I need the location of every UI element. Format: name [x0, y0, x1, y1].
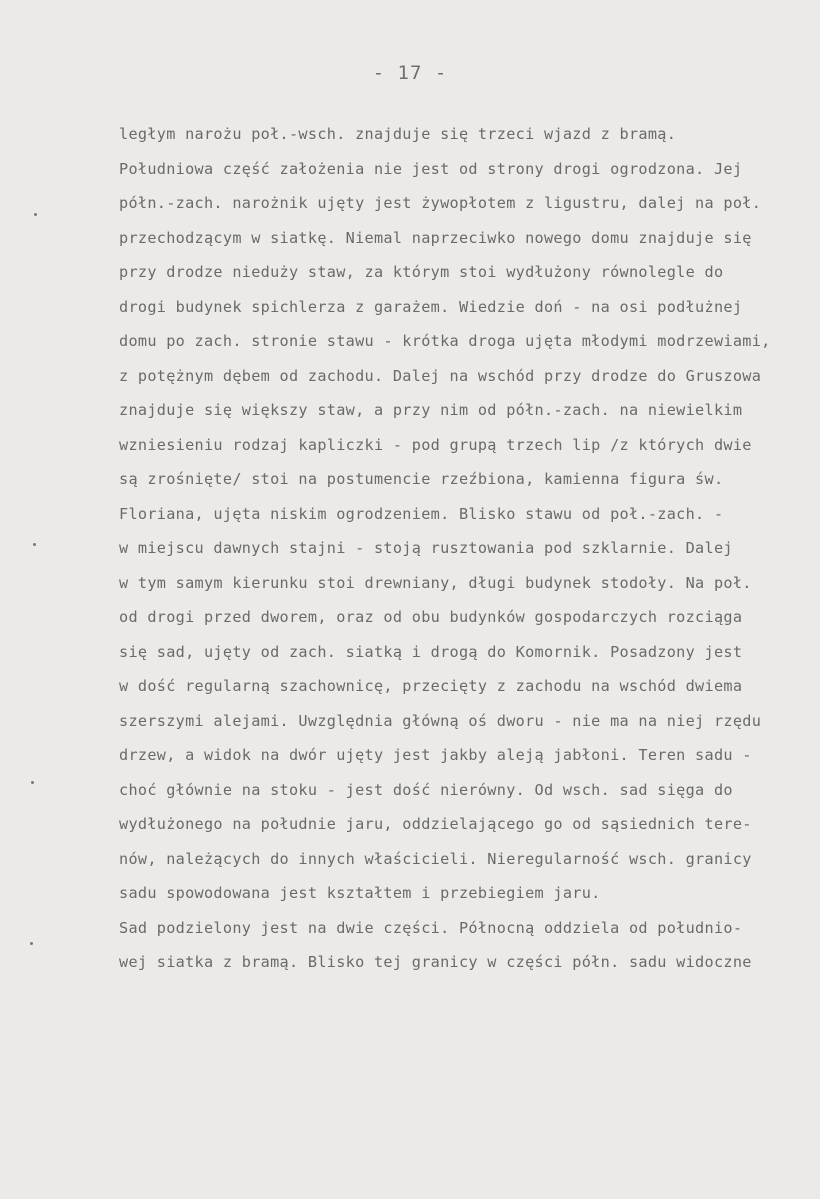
text-line: są zrośnięte/ stoi na postumencie rzeźbiona, kamienna figura św. [119, 470, 724, 488]
body-text [119, 124, 815, 987]
page-number: - 17 - [372, 62, 448, 84]
text-line: półn.-zach. narożnik ujęty jest żywopłotem z ligustru, dalej na poł. [119, 194, 762, 212]
text-line: szerszymi alejami. Uwzględnia główną oś dworu - nie ma na niej rzędu [119, 711, 762, 730]
text-line: się sad, ujęty od zach. siatką i drogą do Komornik. Posadzony jest [119, 642, 743, 661]
text-line: znajduje się większy staw, a przy nim od półn.-zach. na niewielkim [119, 401, 743, 419]
text-line: drogi budynek spichlerza z garażem. Wiedzie doń - na osi podłużnej [119, 297, 743, 316]
text-line: w tym samym kierunku stoi drewniany, długi budynek stodoły. Na poł. [119, 573, 752, 592]
text-line: ległym narożu poł.-wsch. znajduje się trzeci wjazd z bramą. [119, 125, 677, 143]
text-line: w miejscu dawnych stajni - stoją rusztowania pod szklarnie. Dalej [119, 539, 733, 557]
text-line: sadu spowodowana jest kształtem i przebiegiem jaru. [119, 884, 601, 902]
text-line: domu po zach. stronie stawu - krótka droga ujęta młodymi modrzewiami, [119, 332, 771, 350]
margin-dot [34, 213, 37, 216]
text-line: wydłużonego na południe jaru, oddzielającego go od sąsiednich tere- [119, 815, 752, 833]
text-line: choć głównie na stoku - jest dość nierówny. Od wsch. sad sięga do [119, 780, 733, 799]
text-line: przechodzącym w siatkę. Niemal naprzeciwko nowego domu znajduje się [119, 228, 752, 247]
text-line: wzniesieniu rodzaj kapliczki - pod grupą trzech lip /z których dwie [119, 435, 752, 454]
text-line: z potężnym dębem od zachodu. Dalej na wschód przy drodze do Gruszowa [119, 366, 762, 385]
text-line: Floriana, ujęta niskim ogrodzeniem. Blisko stawu od poł.-zach. - [119, 504, 724, 523]
text-line: Południowa część założenia nie jest od strony drogi ogrodzona. Jej [119, 159, 743, 178]
text-line: wej siatka z bramą. Blisko tej granicy w części półn. sadu widoczne [119, 953, 752, 971]
margin-dot [30, 942, 33, 945]
margin-dot [33, 543, 36, 546]
text-line: od drogi przed dworem, oraz od obu budynków gospodarczych rozciąga [119, 608, 743, 626]
text-line: przy drodze nieduży staw, za którym stoi wydłużony równolegle do [119, 263, 724, 281]
text-line: w dość regularną szachownicę, przecięty z zachodu na wschód dwiema [119, 677, 743, 695]
margin-dot [31, 781, 34, 784]
text-line: Sad podzielony jest na dwie części. Północną oddziela od południo- [119, 918, 743, 937]
text-line: drzew, a widok na dwór ujęty jest jakby aleją jabłoni. Teren sadu - [119, 746, 752, 764]
text-line: nów, należących do innych właścicieli. Nieregularność wsch. granicy [119, 849, 752, 868]
